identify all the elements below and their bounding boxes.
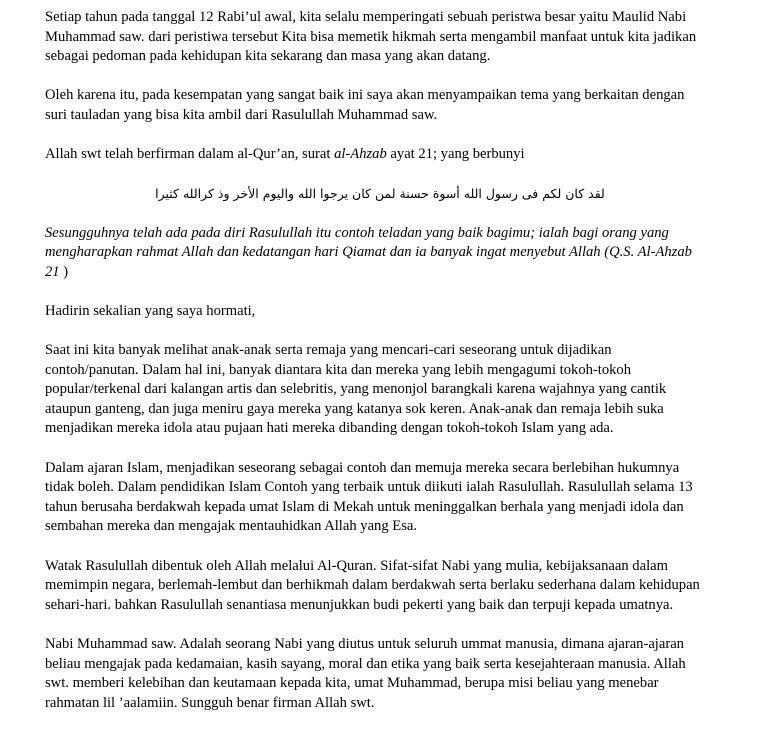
text-line: beliau mengajak pada kedamaian, kasih sayang, moral dan etika yang baik serta kesejahteraan manusia. Allah [45,655,686,672]
paragraph-theme [45,86,745,125]
text-line: tidak boleh. Dalam pendidikan Islam Contoh yang terbaik untuk diikuti ialah Rasulullah. Rasulullah selama 13 [45,479,693,496]
text-line: Oleh karena itu, pada kesempatan yang sangat baik ini saya akan menyampaikan tema yang berkaitan dengan [45,87,685,104]
text-line: Muhammad saw. dari peristiwa tersebut Kita bisa memetik hikmah serta mengambil manfaat untuk kita jadikan [45,28,697,45]
paragraph-translation [45,224,745,283]
text-line: memimpin negara, berlemah-lembut dan berhikmah dalam berdakwah serta berlaku sederhana dalam kehidupan [45,577,700,594]
text-line: sembahan mereka dan mengajak mentauhidkan Allah yang Esa. [45,518,418,535]
translation-text: mengharapkan rahmat Allah dan kedatangan hari Qiamat dan ia banyak ingat menyebut Allah ( [45,244,610,261]
text-line: Hadirin sekalian yang saya hormati, [45,302,256,319]
text-line: popular/terkenal dari kalangan artis dan selebritis, yang menonjol barangkali karena wajahnya yang cantik [45,381,667,398]
text-line: sehari-hari. bahkan Rasulullah senantiasa menunjukkan budi pekerti yang baik dan terpuji kepada umatnya. [45,596,674,613]
paragraph-greeting [45,302,745,322]
text-line: ataupun ganteng, dan juga meniru gaya mereka yang katanya sok keren. Anak-anak dan remaja lebih suka [45,400,664,417]
text-line: menjadikan mereka idola atau pujaan hati mereka dibanding dengan tokoh-tokoh Islam yang ada. [45,420,614,437]
text-line: Setiap tahun pada tanggal 12 Rabi’ul awal, kita selalu memperingati sebuah peristwa besar yaitu Maulid Nabi [45,9,687,25]
text-line: Saat ini kita banyak melihat anak-anak serta remaja yang mencari-cari seseorang untuk dijadikan [45,342,612,359]
text-line: sebagai pedoman pada kehidupan kita sekarang dan masa yang akan datang. [45,48,491,65]
verse-number: 21 [45,263,60,280]
translation-line: Sesungguhnya telah ada pada diri Rasulullah itu contoh teladan yang baik bagimu; ialah bagi orang yang [45,224,669,241]
text-line: tahun berusaha berdakwah kepada umat Islam di Mekah untuk meninggalkan berhala yang menjadi idola dan [45,498,684,515]
text-line: swt. memberi kelebihan dan keutamaan kepada kita, umat Muhammad, berupa misi beliau yang menebar [45,675,659,692]
paragraph-quran-intro [45,145,745,165]
text-line: contoh/panutan. Dalam hal ini, banyak diantara kita dan mereka yang lebih mengagumi tokoh-tokoh [45,361,632,378]
quran-intro-before: Allah swt telah berfirman dalam al-Qur’an, surat [45,146,335,163]
arabic-verse: لقد كان لكم فى رسول الله أسوة حسنة لمن كان يرجوا الله واليوم الأخر وذ كرالله كثيرا [155,186,605,202]
translation-line [45,243,745,263]
surah-name: al-Ahzab [334,146,387,163]
paragraph-youth [45,341,745,439]
translation-line [45,263,745,283]
closing-parenthesis: ) [59,263,69,280]
document-body [45,8,745,733]
text-line: rahmatan lil ’aalamiin. Sungguh benar firman Allah swt. [45,694,375,711]
text-line: Dalam ajaran Islam, menjadikan seseorang sebagai contoh dan memuja mereka secara berlebihan hukumnya [45,459,680,476]
verse-reference: Q.S. Al-Ahzab [609,244,692,261]
paragraph-character [45,557,745,616]
paragraph-intro [45,8,745,67]
text-line: suri tauladan yang bisa kita ambil dari Rasulullah Muhammad saw. [45,106,438,123]
paragraph-prophet [45,635,745,713]
text-line: Nabi Muhammad saw. Adalah seorang Nabi yang diutus untuk seluruh ummat manusia, dimana ajaran-ajaran [45,636,684,652]
text-line [45,145,745,165]
quran-intro-after: ayat 21; yang berbunyi [386,146,525,163]
text-line: Watak Rasulullah dibentuk oleh Allah melalui Al-Quran. Sifat-sifat Nabi yang mulia, kebijaksanaan dalam [45,557,668,574]
paragraph-islamic-teaching [45,459,745,537]
